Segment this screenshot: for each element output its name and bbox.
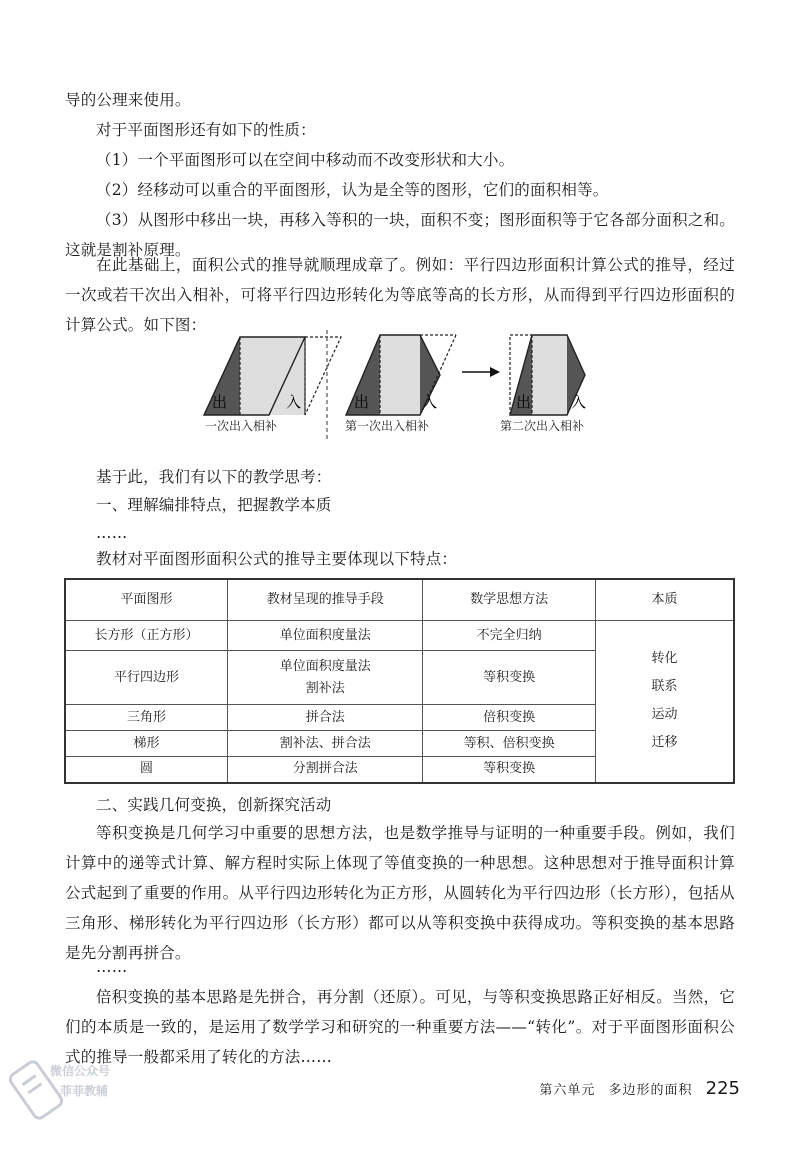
- paragraph: 教材对平面图形面积公式的推导主要体现以下特点：: [96, 550, 458, 568]
- essence-item: 转化: [651, 651, 678, 667]
- column-header: 本质: [595, 579, 734, 621]
- figure-caption: 一次出入相补: [205, 419, 278, 433]
- chu-label: 出: [354, 393, 370, 411]
- figure-caption: 第二次出入相补: [500, 419, 585, 433]
- means-line: 割补法: [305, 680, 345, 696]
- paragraph: 等积变换是几何学习中重要的思想方法，也是数学推导与证明的一种重要手段。例如，我们计算中的递等式计算、解方程时实际上体现了等值变换的一种思想。这种思想对于推导面积计算公式起到了重要的作用。从平行四边形转化为正方形，从圆转化为平行四边形（长方形），包括从三角形、梯形转化为平行四边形（长方形）都可以从等积变换中获得成功。等积变换的基本思路是先分割再拼合。: [65, 824, 735, 962]
- chu-label: 出: [212, 393, 228, 411]
- paragraph: 基于此，我们有以下的教学思考：: [96, 468, 332, 486]
- section-heading-2: 二、实践几何变换，创新探究活动: [96, 796, 332, 814]
- central-rectangle: [380, 335, 420, 415]
- ru-label: 入: [286, 393, 302, 411]
- list-item-1: （1）一个平面图形可以在空间中移动而不改变形状和大小。: [96, 151, 515, 169]
- watermark: [8, 1050, 133, 1130]
- arrow-icon: [462, 367, 500, 377]
- paragraph: 倍积变换的基本思路是先拼合，再分割（还原）。可见，与等积变换思路正好相反。当然，它们的本质是一致的，是运用了数学学习和研究的一种重要方法——“转化”。对于平面图形面积公式的推导一般都采用了转化的方法……: [65, 988, 735, 1066]
- shape-cell: 平行四边形: [65, 651, 228, 705]
- table-row: [65, 621, 734, 651]
- ru-label: 入: [422, 393, 438, 411]
- figure-panel-2: [346, 335, 456, 415]
- page-footer: [490, 1078, 740, 1099]
- means-cell: 分割拼合法: [228, 757, 423, 783]
- paragraph: 在此基础上，面积公式的推导就顺理成章了。例如：平行四边形面积计算公式的推导，经过一次或若干次出入相补，可将平行四边形转化为等底等高的长方形，从而得到平行四边形面积的计算公式。如下图：: [65, 256, 735, 334]
- page-number: 225: [705, 1078, 740, 1099]
- means-cell: 割补法、拼合法: [228, 731, 423, 757]
- ellipsis: ……: [96, 958, 128, 976]
- column-header: 平面图形: [65, 579, 228, 621]
- means-cell: [228, 651, 423, 705]
- central-rectangle: [532, 335, 567, 415]
- method-cell: 不完全归纳: [423, 621, 595, 651]
- figure-panel-3: [510, 335, 586, 415]
- table-header-row: [65, 579, 734, 621]
- watermark-text: 菲菲教辅: [60, 1084, 109, 1098]
- chapter-label: 多边形的面积: [608, 1083, 693, 1098]
- ellipsis: ……: [96, 524, 128, 542]
- figure-caption: 第一次出入相补: [345, 419, 430, 433]
- unit-label: 第六单元: [539, 1083, 596, 1098]
- shape-cell: 长方形（正方形）: [65, 621, 228, 651]
- watermark-text: 微信公众号: [50, 1064, 111, 1078]
- column-header: 数学思想方法: [423, 579, 595, 621]
- method-cell: 倍积变换: [423, 705, 595, 731]
- method-cell: 等积变换: [423, 757, 595, 783]
- paragraph: 导的公理来使用。: [65, 91, 191, 109]
- means-cell: 单位面积度量法: [228, 621, 423, 651]
- ru-label: 入: [571, 393, 587, 411]
- shape-cell: 梯形: [65, 731, 228, 757]
- essence-item: 迁移: [651, 735, 678, 751]
- list-item-2: （2）经移动可以重合的平面图形，认为是全等的图形，它们的面积相等。: [96, 181, 609, 199]
- method-cell: 等积、倍积变换: [423, 731, 595, 757]
- section-heading-1: 一、理解编排特点，把握教学本质: [96, 496, 332, 514]
- method-cell: 等积变换: [423, 651, 595, 705]
- means-cell: 拼合法: [228, 705, 423, 731]
- essence-item: 联系: [651, 679, 678, 695]
- means-line: 单位面积度量法: [279, 658, 371, 674]
- area-formula-table: [64, 578, 735, 784]
- chu-label: 出: [516, 393, 532, 411]
- essence-item: 运动: [651, 707, 678, 723]
- figure-panel-1: [204, 337, 341, 415]
- shape-cell: 三角形: [65, 705, 228, 731]
- shape-cell: 圆: [65, 757, 228, 783]
- column-header: 教材呈现的推导手段: [228, 579, 423, 621]
- essence-cell: [595, 621, 734, 783]
- dashed-triangle: [305, 337, 341, 415]
- paragraph: 对于平面图形还有如下的性质：: [96, 121, 316, 139]
- list-item-3: （3）从图形中移出一块，再移入等积的一块，面积不变；图形面积等于它各部分面积之和。这就是割补原理。: [65, 211, 735, 259]
